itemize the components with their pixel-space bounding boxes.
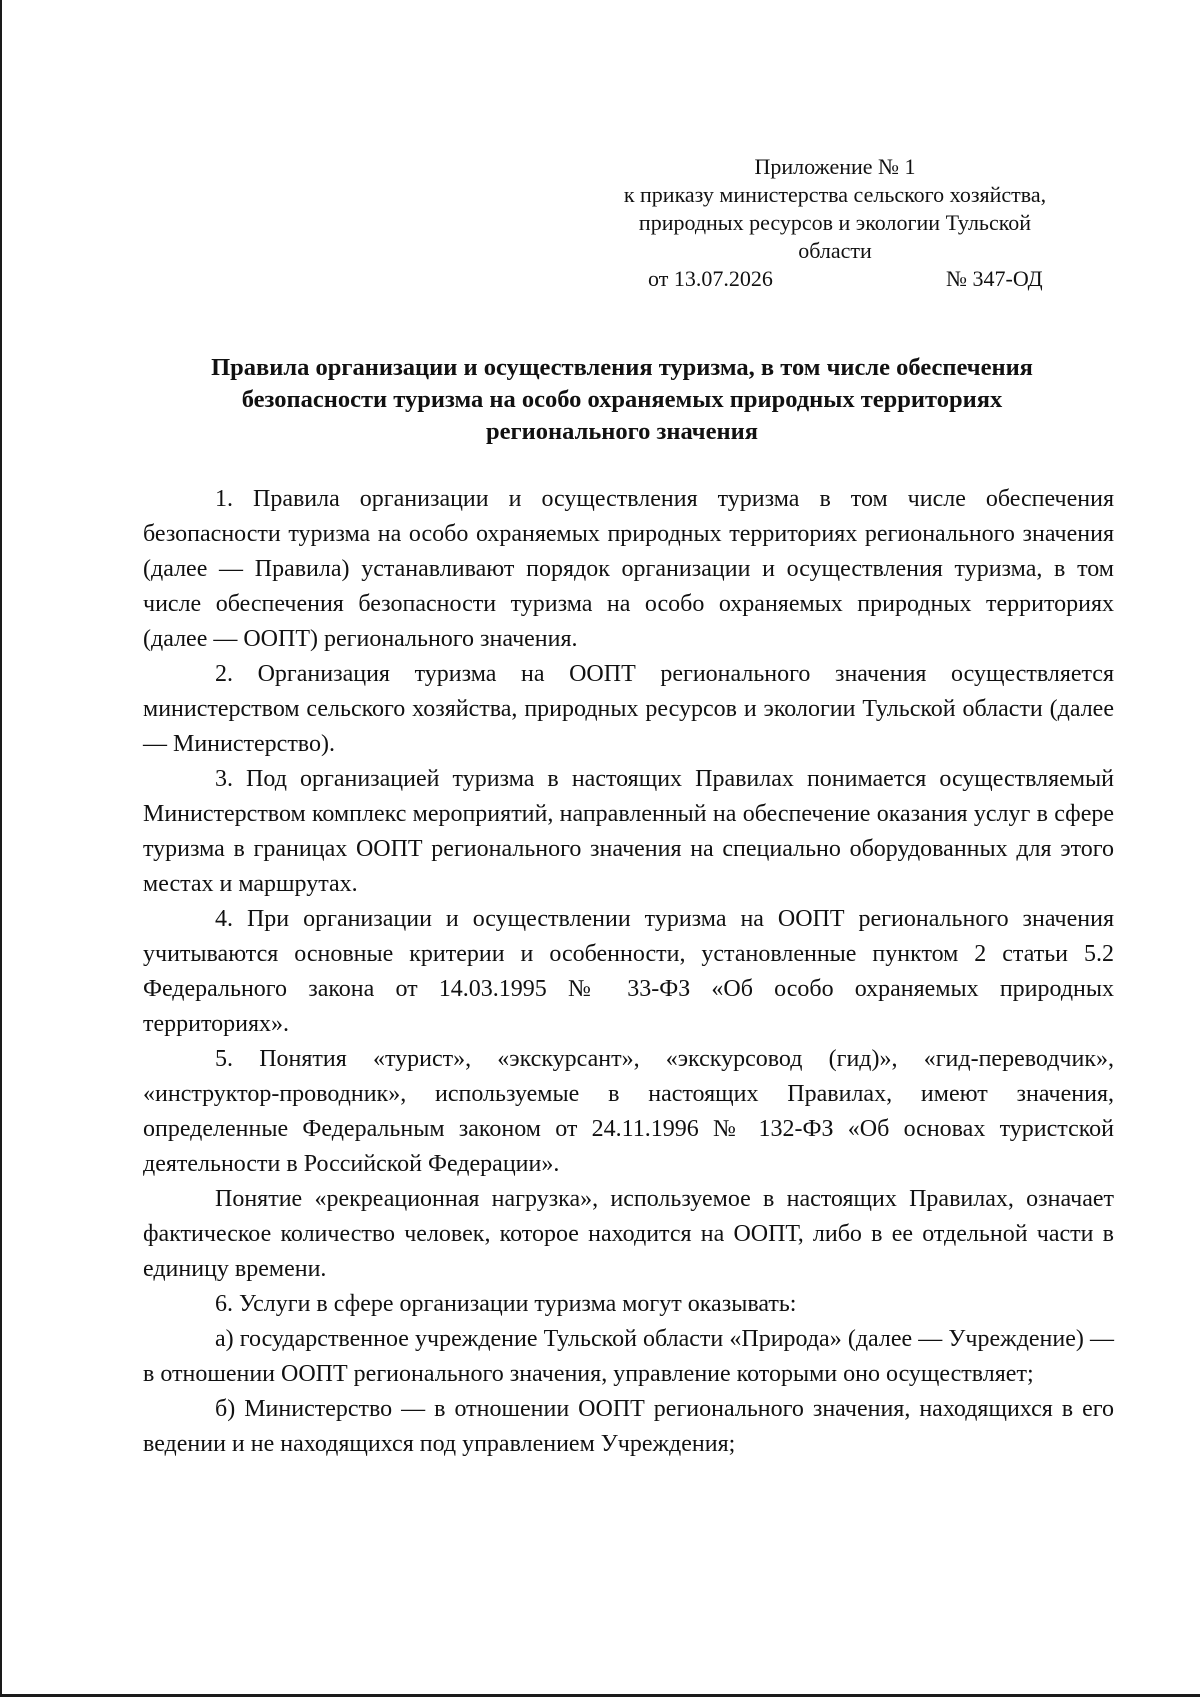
paragraph-4: 4. При организации и осуществлении туризма на ООПТ регионального значения учитываются основные критерии и особенности, установленные пунктом 2 статьи 5.2 Федерального закона от 14.03.1995 № 33-ФЗ «Об особо охраняемых природных территориях». xyxy=(143,906,1114,1037)
appendix-ministry: природных ресурсов и экологии Тульской xyxy=(638,210,1032,235)
order-date-number-row xyxy=(580,265,1090,293)
paragraph-2: 2. Организация туризма на ООПТ регионального значения осуществляется министерством сельского хозяйства, природных ресурсов и экологии Тульской области (далее — Министерство). xyxy=(143,661,1114,757)
paragraph-6: 6. Услуги в сфере организации туризма могут оказывать: xyxy=(215,1291,797,1317)
document-title xyxy=(140,352,1104,448)
paragraph-3: 3. Под организацией туризма в настоящих Правилах понимается осуществляемый Министерством комплекс мероприятий, направленный на обеспечение оказания услуг в сфере туризма в границах ООПТ регионального значения на специально оборудованных для этого местах и маршрутах. xyxy=(143,766,1114,897)
appendix-region: области xyxy=(798,238,872,263)
order-date: от 13.07.2026 xyxy=(648,266,773,291)
paragraph-6-item-a: а) государственное учреждение Тульской области «Природа» (далее — Учреждение) — в отношении ООПТ регионального значения, управление которыми оно осуществляет; xyxy=(143,1326,1114,1387)
title-line: Правила организации и осуществления туризма, в том числе обеспечения xyxy=(211,354,1033,381)
title-line: регионального значения xyxy=(486,418,758,445)
document-body xyxy=(143,482,1114,1462)
order-number: № 347-ОД xyxy=(946,266,1043,291)
paragraph-1: 1. Правила организации и осуществления туризма в том числе обеспечения безопасности туризма на особо охраняемых природных территориях регионального значения (далее — Правила) устанавливают порядок организации и осуществления туризма, в том числе обеспечения безопасности туризма на особо охраняемых природных территориях (далее — ООПТ) регионального значения. xyxy=(143,486,1114,652)
page-edge-left xyxy=(0,0,2,1697)
paragraph-6-item-b: б) Министерство — в отношении ООПТ регионального значения, находящихся в его ведении и не находящихся под управлением Учреждения; xyxy=(143,1396,1114,1457)
title-line: безопасности туризма на особо охраняемых природных территориях xyxy=(241,386,1003,413)
paragraph-5: 5. Понятия «турист», «экскурсант», «экскурсовод (гид)», «гид-переводчик», «инструктор-проводник», используемые в настоящих Правилах, имеют значения, определенные Федеральным законом от 24.11.1996 № 132-ФЗ «Об основах туристской деятельности в Российской Федерации». xyxy=(143,1046,1114,1177)
appendix-label: Приложение № 1 xyxy=(754,154,916,179)
appendix-header xyxy=(580,153,1090,293)
appendix-order-ref: к приказу министерства сельского хозяйства, xyxy=(623,182,1047,207)
paragraph-5-recreational-load: Понятие «рекреационная нагрузка», используемое в настоящих Правилах, означает фактическое количество человек, которое находится на ООПТ, либо в ее отдельной части в единицу времени. xyxy=(143,1186,1114,1282)
